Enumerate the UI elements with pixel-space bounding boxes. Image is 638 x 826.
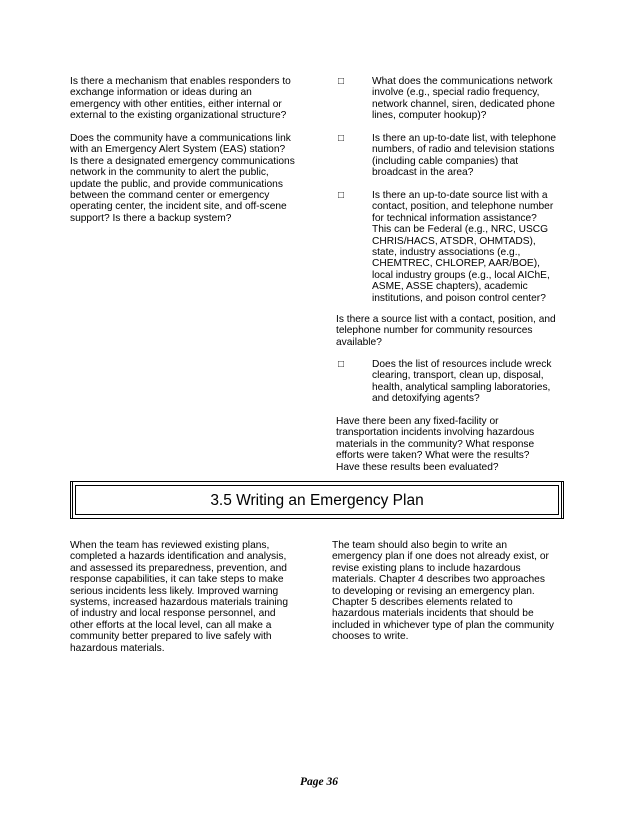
checklist-item-technical-source-list: Is there an up-to-date source list with a contact, position, and telephone number for technical information assistance? This can be Federal (e.g., NRC, USCG CHRIS/HACS, ATSDR, OHMTADS), state, industry associations (e.g., CHEMTREC, CHLOREP, AAR/BOE), local industry groups (e.g., local AIChE, ASME, ASSE chapters), academic institutions, and poison control center?	[372, 190, 554, 304]
paragraph-communication-mechanism: Is there a mechanism that enables responders to exchange information or ideas during an emergency with other entities, either internal or external to the existing organizational structure?	[70, 76, 291, 122]
paragraph-communications-link: Does the community have a communications link with an Emergency Alert System (EAS) station? Is there a designated emergency communications network in the community to alert the public, update the public, and provide communications between the command center or emergency operating center, the incident site, and off-scene support? Is there a backup system?	[70, 133, 295, 224]
section-title: 3.5 Writing an Emergency Plan	[210, 492, 424, 509]
checkbox-icon: □	[338, 76, 345, 87]
checkbox-icon: □	[338, 133, 345, 144]
checkbox-icon: □	[338, 190, 345, 201]
checklist-item-communications-network: What does the communications network involve (e.g., special radio frequency, network channel, siren, dedicated phone lines, computer hookup)?	[372, 76, 555, 122]
checklist-item-station-list: Is there an up-to-date list, with telephone numbers, of radio and television stations (including cable companies) that broadcast in the area?	[372, 133, 557, 179]
paragraph-write-plan: The team should also begin to write an emergency plan if one does not already exist, or revise existing plans to include hazardous materials. Chapter 4 describes two approaches to developing or revising an emergency plan. Chapter 5 describes elements related to hazardous materials incidents that should be included in whichever type of plan the community chooses to write.	[332, 540, 554, 643]
page-number: Page 36	[299, 776, 338, 788]
paragraph-community-resources: Is there a source list with a contact, position, and telephone number for community resources available?	[336, 314, 556, 348]
checkbox-icon: □	[338, 359, 345, 370]
paragraph-team-review: When the team has reviewed existing plans, completed a hazards identification and analysis, and assessed its preparedness, prevention, and response capabilities, it can take steps to make serious incidents less likely. Improved warning systems, increased hazardous materials training of industry and local response personnel, and other efforts at the local level, can all make a community better prepared to live safely with hazardous materials.	[70, 540, 288, 654]
paragraph-past-incidents: Have there been any fixed-facility or transportation incidents involving hazardous materials in the community? What response efforts were taken? What were the results? Have these results been evaluated?	[336, 416, 535, 473]
section-header-box	[70, 481, 564, 519]
checklist-item-resources-list: Does the list of resources include wreck clearing, transport, clean up, disposal, health, analytical sampling laboratories, and detoxifying agents?	[372, 359, 552, 405]
